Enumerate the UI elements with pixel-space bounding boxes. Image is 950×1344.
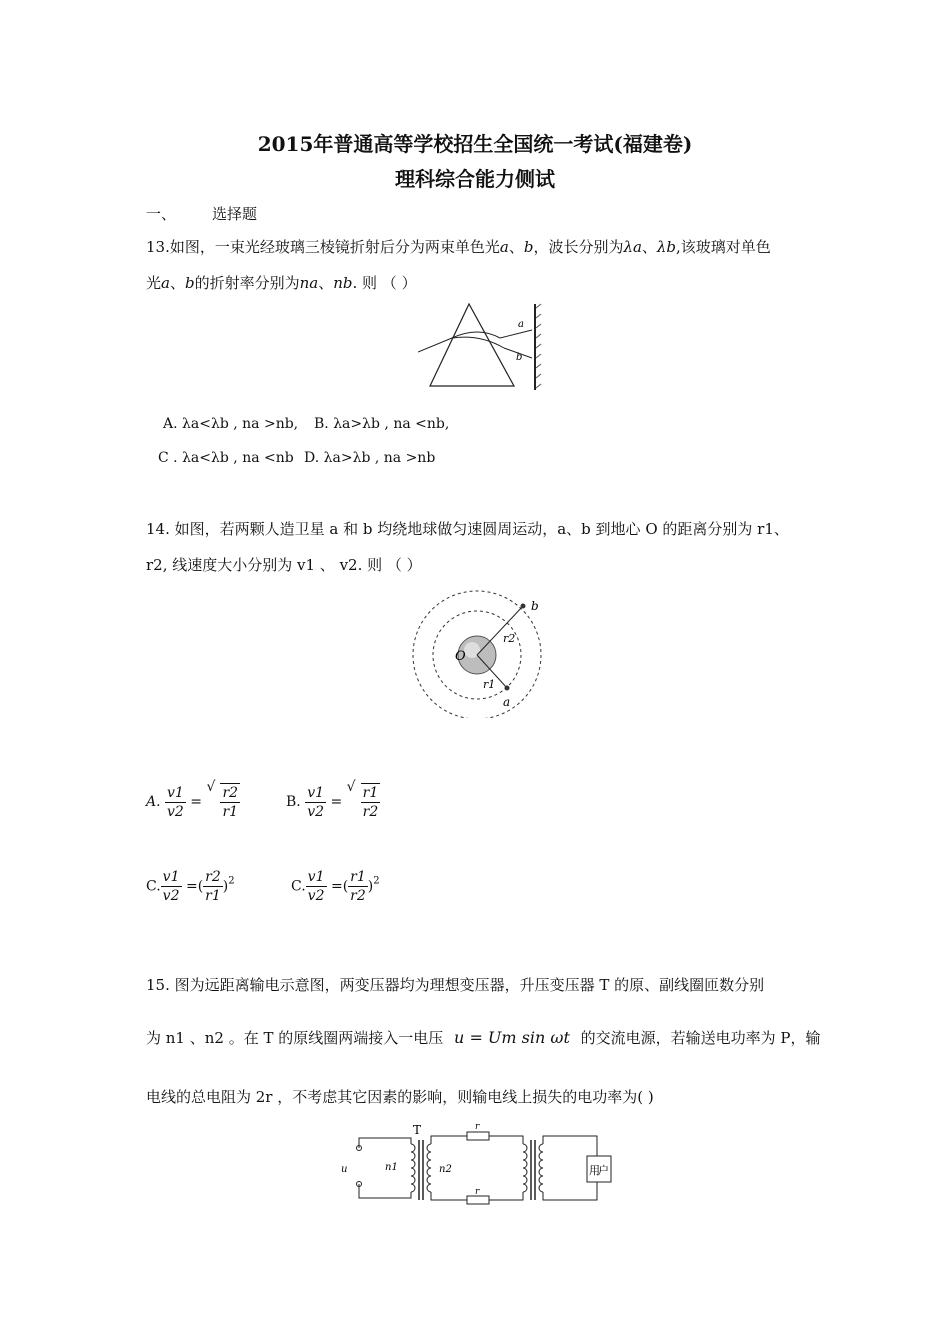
q13-line1: 13.如图，一束光经玻璃三棱镜折射后分为两束单色光a、b，波长分别为λa、λb,该玻璃对单色	[146, 238, 771, 256]
fig-r-top: r	[475, 1122, 480, 1132]
q13-option-c[interactable]: C . λa<λb , na <nb	[158, 450, 294, 466]
page-subtitle: 理科综合能力侧试	[395, 167, 555, 191]
fig-n2: n2	[439, 1164, 452, 1175]
fig-r2: r2	[503, 632, 516, 645]
orbit-figure	[405, 588, 545, 718]
q15-line2: 为 n1 、n2 。在 T 的原线圈两端接入一电压 u = Um sin ωt 的交流电源，若输送电功率为 P，输	[146, 1028, 821, 1047]
q13-line2: 光a、b的折射率分别为na、nb. 则 （ ）	[146, 274, 417, 292]
prism-figure	[418, 300, 548, 392]
q14-option-a[interactable]: A. $\frac{v1}{v2}$ = √ $\frac{r2}{r1}$	[146, 779, 239, 820]
q13-option-a[interactable]: A. λa<λb , na >nb,	[163, 416, 299, 432]
q13-option-b[interactable]: B. λa>λb , na <nb,	[314, 416, 450, 432]
fig-r-bottom: r	[475, 1187, 480, 1197]
fig-r1: r1	[483, 678, 496, 691]
q13-option-d[interactable]: D. λa>λb , na >nb	[304, 450, 436, 466]
q15-line1: 15. 图为远距离输电示意图，两变压器均为理想变压器，升压变压器 T 的原、副线圈匝数分别	[146, 976, 765, 994]
q14-option-d[interactable]: C. $\frac{v1}{v2}$ =( $\frac{r1}{r2}$ )$^2$	[291, 869, 380, 904]
fig-n1: n1	[385, 1162, 398, 1173]
fig-u: u	[341, 1164, 348, 1175]
fig-label-b: b	[516, 352, 523, 363]
fig-t: T	[413, 1123, 422, 1137]
fig-o: O	[455, 649, 466, 664]
q14-line1: 14. 如图，若两颗人造卫星 a 和 b 均绕地球做匀速圆周运动，a、b 到地心 O 的距离分别为 r1、	[146, 520, 789, 538]
transmission-figure	[335, 1118, 635, 1218]
q15-formula: u = Um sin ωt	[454, 1028, 570, 1047]
section-number: 一、	[146, 205, 177, 223]
section-label: 选择题	[212, 205, 258, 223]
fig-a: a	[503, 695, 511, 709]
fig-label-a: a	[518, 319, 524, 330]
q14-option-b[interactable]: B. $\frac{v1}{v2}$ = √ $\frac{r1}{r2}$	[286, 779, 379, 820]
fig-b: b	[531, 599, 539, 613]
q14-line2: r2, 线速度大小分别为 v1 、 v2. 则 （ ）	[146, 556, 422, 574]
page-title: 2015年普通高等学校招生全国统一考试(福建卷)	[257, 132, 693, 156]
fig-user: 用户	[589, 1164, 609, 1177]
q15-line3: 电线的总电阻为 2r ，不考虑其它因素的影响，则输电线上损失的电功率为( )	[146, 1088, 654, 1106]
q14-option-c[interactable]: C. $\frac{v1}{v2}$ =( $\frac{r2}{r1}$ )$^2$	[146, 869, 235, 904]
